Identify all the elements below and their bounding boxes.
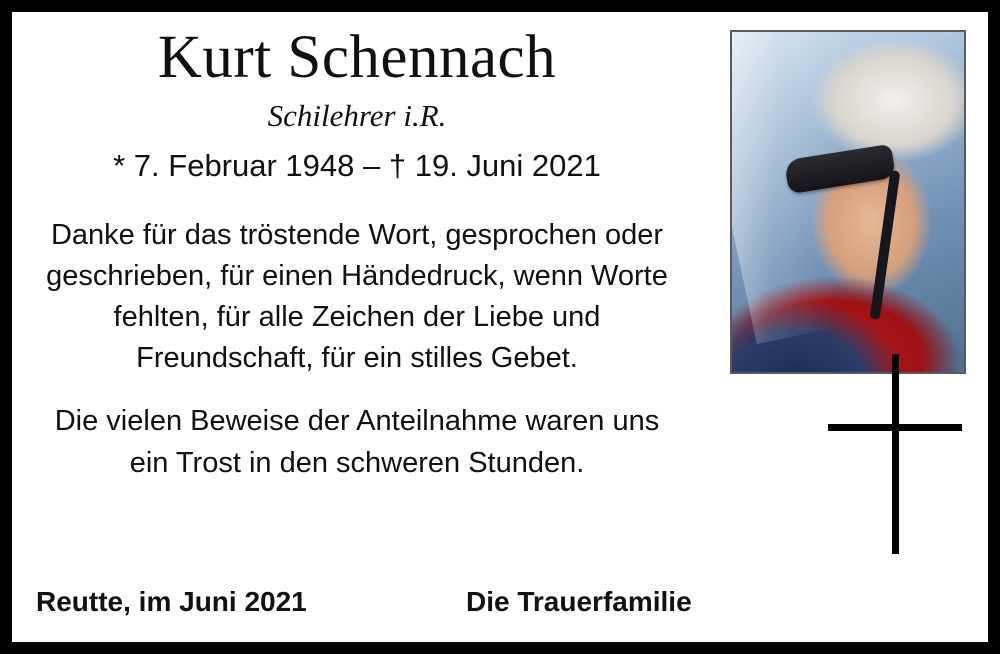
mourning-family: Die Trauerfamilie (466, 586, 692, 617)
cross-vertical-bar (892, 354, 899, 554)
portrait-photo (732, 32, 964, 372)
place-and-date: Reutte, im Juni 2021 (36, 586, 307, 617)
deceased-name: Kurt Schennach (157, 24, 557, 91)
portrait-photo-frame (730, 30, 966, 374)
obituary-text-column (32, 26, 682, 484)
birth-death-dates: * 7. Februar 1948 – † 19. Juni 2021 (113, 148, 601, 184)
memorial-verse-first: Danke für das tröstende Wort, gesprochen oder geschrieben, für einen Händedruck, wenn Worte fehlten, für alle Zeichen der Liebe und Freundschaft, für ein stilles Gebet. (46, 218, 668, 375)
obituary-inner-frame (9, 9, 991, 645)
obituary-footer (36, 586, 964, 620)
cross-horizontal-bar (828, 424, 962, 431)
memorial-verse-second: Die vielen Beweise der Anteilnahme waren uns ein Trost in den schweren Stunden. (54, 405, 660, 479)
deceased-profession: Schilehrer i.R. (267, 98, 447, 134)
